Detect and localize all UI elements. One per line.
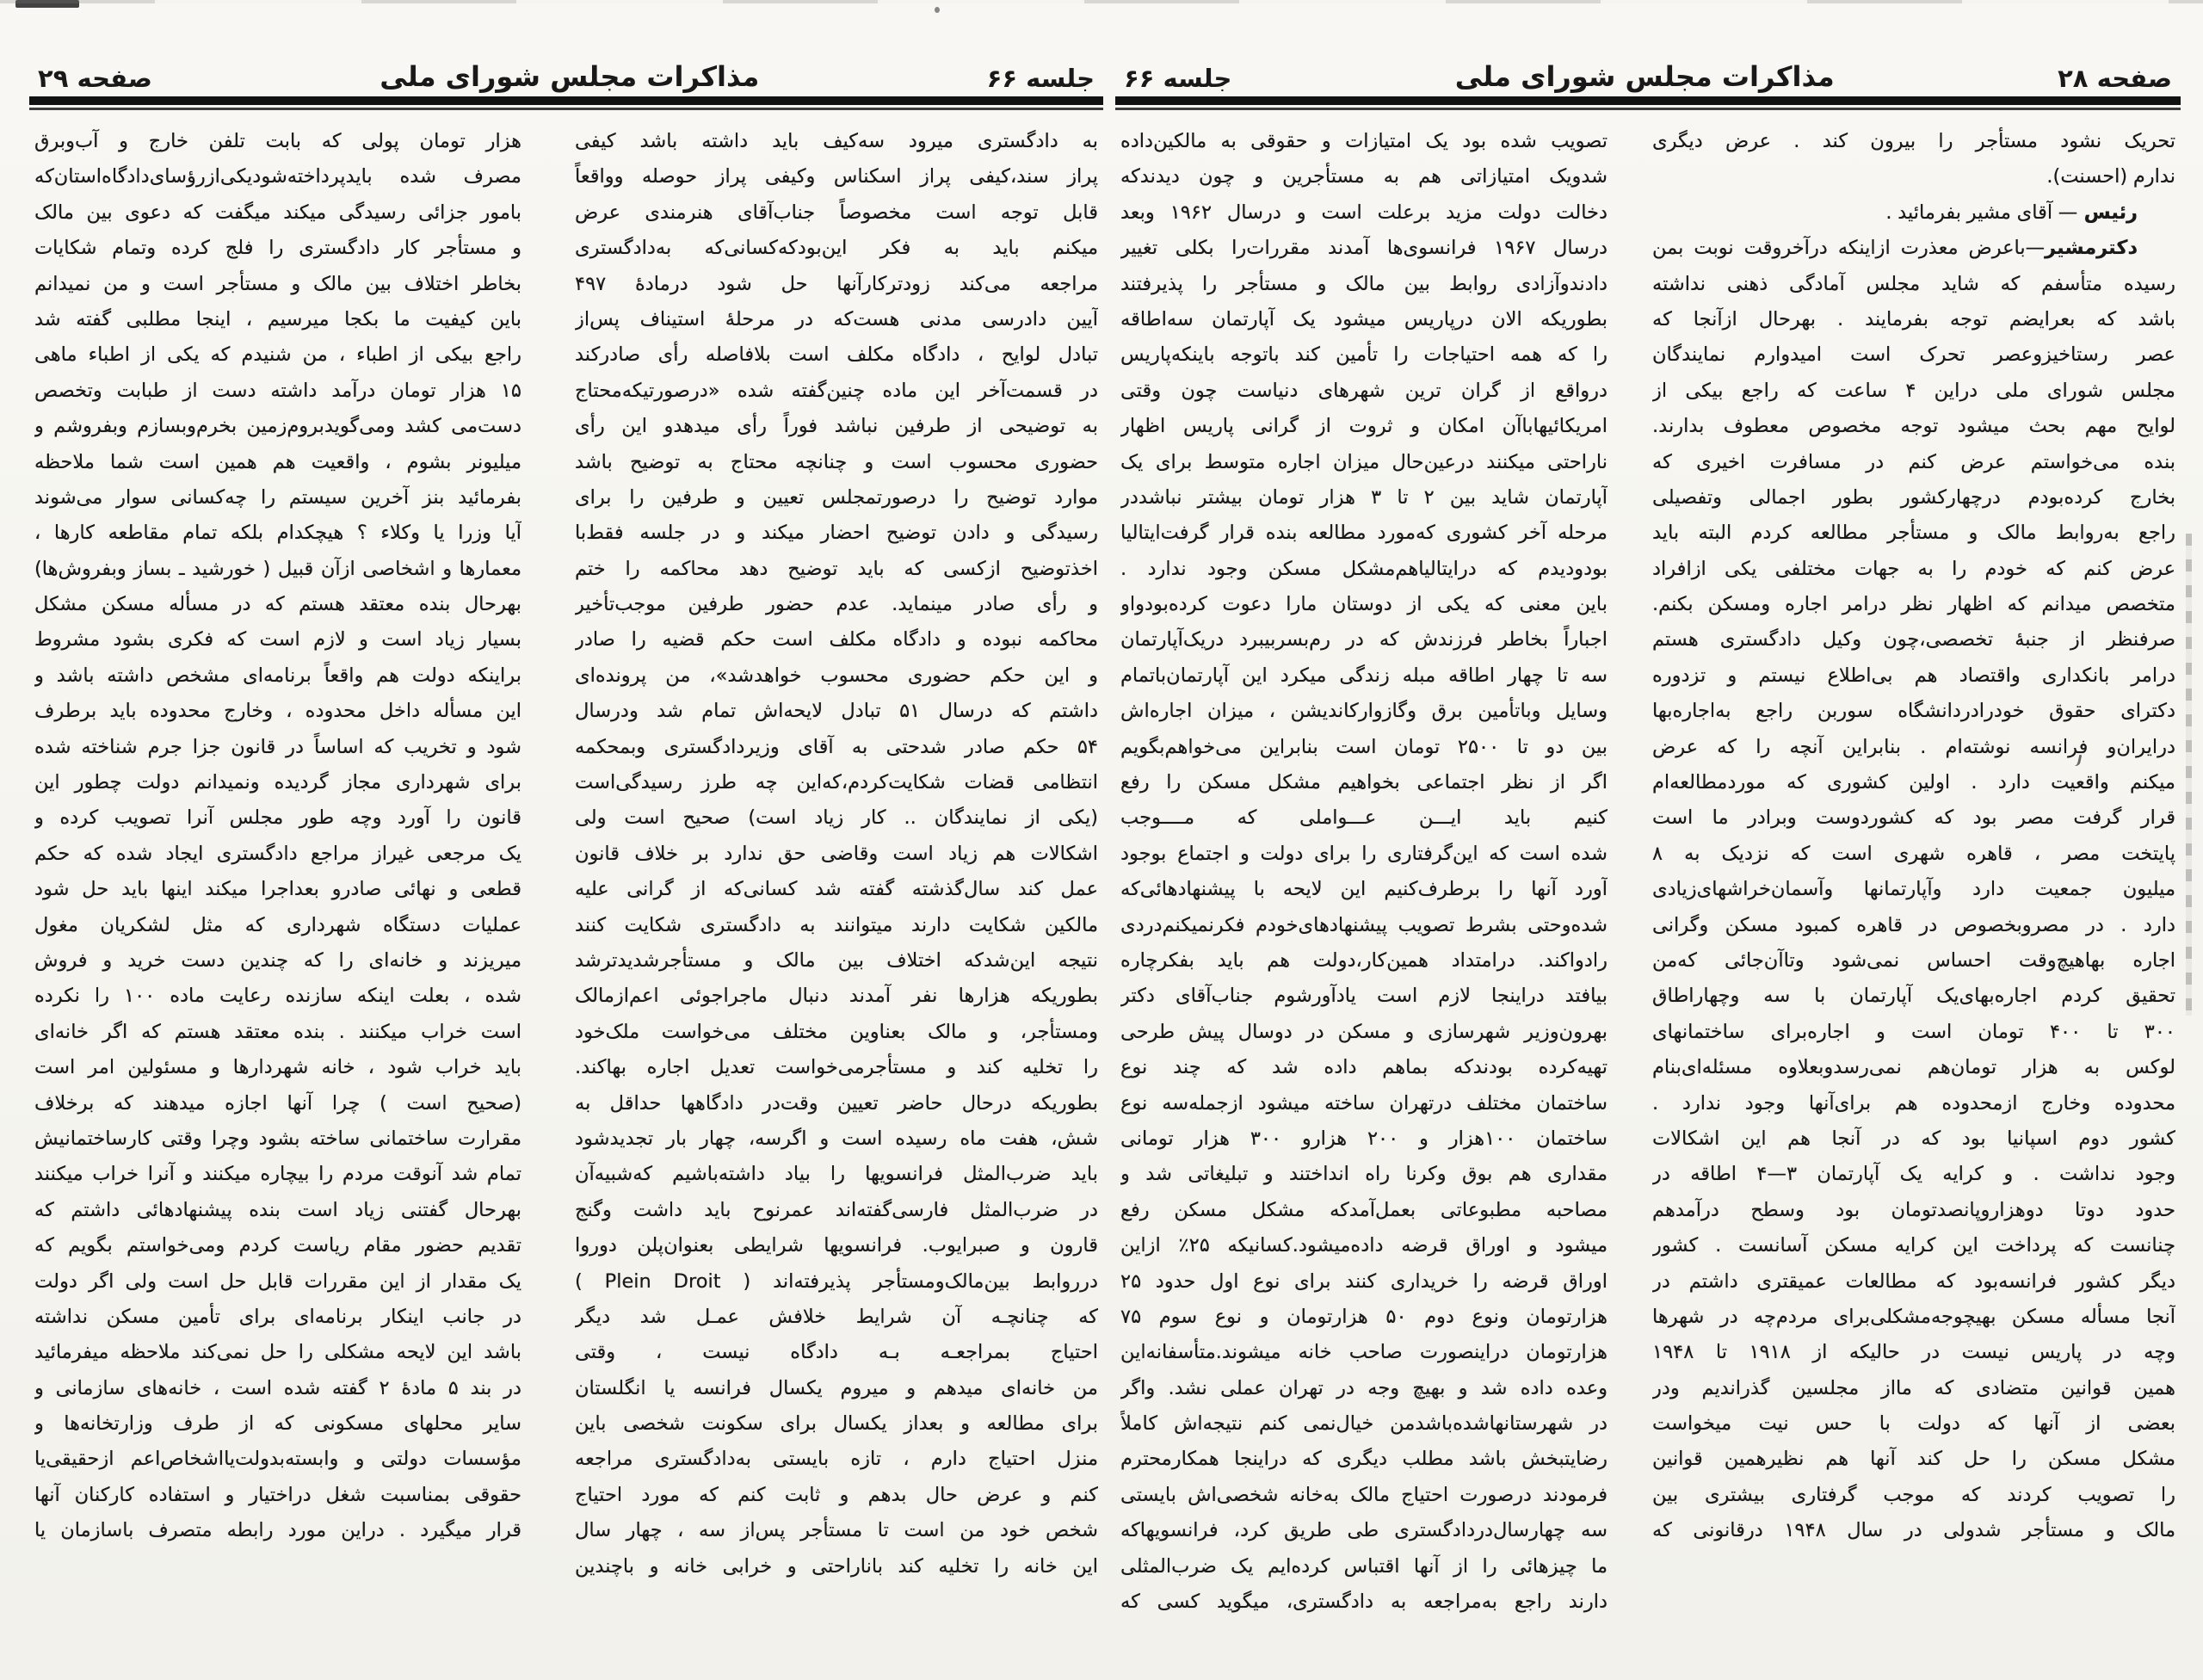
text-line: تمام شد آنوقت مردم را بیچاره میکنند و آنرا خراب میکنند bbox=[34, 1163, 521, 1186]
text-line: حقوقی بمناسبت شغل دراختیار و استفاده کارکنان آنها bbox=[34, 1483, 521, 1506]
text-line: (صحیح است ) چرا آنها اجازه میدهند که برخلاف bbox=[34, 1091, 521, 1115]
text-line: درواقع از گران ترین شهرهای دنیاست چون وقتی bbox=[1120, 379, 1608, 402]
text-line: مؤسسات دولتی و وابسته‌بدولت‌یااشخاص‌اعم ازحقیقی‌یا bbox=[34, 1448, 521, 1471]
text-line: تحقیق کردم اجاره‌بهای‌یک آپارتمان با سه وچهاراطاق bbox=[1652, 985, 2175, 1008]
session-label: جلسه ۶۶ bbox=[1124, 64, 1232, 93]
text-line: بطوریکه درحال حاضر تعیین وقت‌در دادگاهها حداقل به bbox=[575, 1091, 1098, 1115]
text-line: چنانست که پرداخت این کرایه مسکن آسانست . کشور bbox=[1652, 1234, 2175, 1257]
text-line: بفرمائید بنز آخرین سیستم را چه‌کسانی سوار می‌شوند bbox=[34, 485, 521, 509]
text-line: بهرون‌وزیر شهرسازی و مسکن در دوسال پیش طرحی bbox=[1120, 1020, 1608, 1043]
text-line: عملیات دستگاه شهرداری که مثل لشکریان مغول bbox=[34, 913, 521, 936]
text-line: در ضرب‌المثل فارسی‌گفته‌اند عمرنوح باید داشت وگنج bbox=[575, 1198, 1098, 1221]
text-line: را تصویب کردند که موجب گرفتاری بیشتری بین bbox=[1652, 1483, 2175, 1506]
text-line: سه تا چهار اطاقه مبله زندگی میکرد این آپارتمان‌باتمام bbox=[1120, 664, 1608, 687]
text-line: میلیونر بشوم ، واقعیت هم همین است شما ملاحظه bbox=[34, 450, 521, 473]
text-line: قابل توجه است مخصوصاً جناب‌آقای هنرمندی عرض bbox=[575, 201, 1098, 224]
text-line: قارون و صبرایوب. فرانسویها شرایطی بعنوان‌پلن دوروا bbox=[575, 1234, 1098, 1257]
text-line: تقدیم حضور مقام ریاست کردم ومی‌خواستم بگویم که bbox=[34, 1234, 521, 1257]
text-line: وجود نداشت . و کرایه یک آپارتمان ۳—۴ اطاقه در bbox=[1652, 1163, 2175, 1186]
text-line: رضایتبخش باشد مطلب دیگری که دراینجا همکارمحترم bbox=[1120, 1448, 1608, 1471]
text-line: در قسمت‌آخر این ماده چنین‌گفته شده «درصورتیکه‌محتاج bbox=[575, 379, 1098, 402]
text-line: مصاحبه مطبوعاتی بعمل‌آمدکه مشکل مسکن رفع bbox=[1120, 1198, 1608, 1221]
text-line: بخارج کرده‌بودم درچهارکشور بطور اجمالی وتفصیلی bbox=[1652, 485, 2175, 509]
text-line: مقداری هم بوق وکرنا راه انداختند و تبلیغاتی شد و bbox=[1120, 1163, 1608, 1186]
text-line: هزارتومان ونوع دوم ۵۰ هزارتومان و نوع سوم ۷۵ bbox=[1120, 1305, 1608, 1328]
text-line: هزارتومان دراینصورت صاحب خانه میشوند.متأسفانه‌این bbox=[1120, 1341, 1608, 1364]
text-line: درامر بانکداری واقتصاد هم بی‌اطلاع نیستم و تزدوره bbox=[1652, 664, 2175, 687]
text-line: آپارتمان شاید بین ۲ تا ۳ هزار تومان بیشتر نباشددر bbox=[1120, 485, 1608, 509]
text-line: و این حکم حضوری محسوب خواهدشد»، من پرونده‌ای bbox=[575, 664, 1098, 687]
text-column-left bbox=[34, 124, 521, 1584]
text-line: دارند راجع به‌مراجعه به دادگستری، میگوید کسی که bbox=[1120, 1590, 1608, 1614]
text-line: قطعی و نهائی صادرو بعداجرا میکند اینها باید حل شود bbox=[34, 878, 521, 901]
text-line: آیین دادرسی مدنی هست‌که در مرحلهٔ استیناف پس‌از bbox=[575, 307, 1098, 330]
text-line: میکنم واقعیت دارد . اولین کشوری که موردمطالعه‌ام bbox=[1652, 771, 2175, 794]
text-line: ساختمان ۱۰۰هزار و ۲۰۰ هزارو ۳۰۰ هزار تومانی bbox=[1120, 1127, 1608, 1150]
text-line: بعضی از آنها که دولت با حس نیت میخواست bbox=[1652, 1412, 2175, 1436]
text-line: بودودیدم که درایتالیاهم‌مشکل مسکن وجود ندارد . bbox=[1120, 557, 1608, 580]
text-line: حدود دوتا دوهزاروپانصدتومان بود وسطح درآمدهم bbox=[1652, 1198, 2175, 1221]
text-columns bbox=[1115, 124, 2181, 1620]
text-line: داشتم که درسال ۵۱ تبادل لایحه‌اش تمام شد ودرسال bbox=[575, 700, 1098, 723]
text-line: را که همه احتیاجات را تأمین کند باتوجه باینکه‌پاریس bbox=[1120, 343, 1608, 367]
text-line: باین معنی که یکی از دوستان مارا دعوت کرده‌بودواو bbox=[1120, 593, 1608, 616]
text-line: اجباراً بخاطر فرزندش که در رم‌بسربیبرد دریک‌آپارتمان bbox=[1120, 628, 1608, 652]
text-line: برای شهرداری مجاز گردیده ونمیدانم دولت چطور این bbox=[34, 771, 521, 794]
text-line: محاکمه نبوده و دادگاه مکلف است حکم قضیه را صادر bbox=[575, 628, 1098, 652]
page-number-label: صفحه ۲۹ bbox=[38, 64, 152, 93]
page-number-label: صفحه ۲۸ bbox=[2058, 64, 2172, 93]
text-line: باید خراب شود ، خانه شهردارها و مسئولین امر است bbox=[34, 1056, 521, 1079]
header-rule bbox=[29, 96, 1103, 112]
text-line: وعده داده شد و بهیچ وجه در تهران عملی نشد. واگر bbox=[1120, 1376, 1608, 1399]
text-line: منزل احتیاج دارم ، تازه بایستی به‌دادگستری مراجعه bbox=[575, 1448, 1098, 1471]
text-line: مراجعه می‌کند زودترکارآنها حل شود درمادهٔ ۴۹۷ bbox=[575, 272, 1098, 295]
text-line: مرحله آخر کشوری که‌مورد مطالعه بنده قرار گرفت‌ایتالیا bbox=[1120, 522, 1608, 545]
text-column-left bbox=[1120, 124, 1608, 1620]
text-line: اخذتوضیح ازکسی که باید توضیح دهد محاکمه را ختم bbox=[575, 557, 1098, 580]
text-line: رادواکند. درامتداد همین‌کار،دولت هم باید بفکرچاره bbox=[1120, 948, 1608, 972]
text-line: بامور جزائی رسیدگی میکند میگفت که دعوی بین مالک bbox=[34, 201, 521, 224]
text-line: لوایح مهم بحث میشود توجه مخصوص معطوف بدارند. bbox=[1652, 415, 2175, 438]
text-line: قرار گرفت مصر بود که کشوردوست وبرادر ما است bbox=[1652, 806, 2175, 830]
text-line: و مستأجر کار دادگستری را فلج کرده وتمام شکایات bbox=[34, 237, 521, 260]
text-line: براینکه دولت هم واقعاً برنامه‌ای مشخص داشته باشد و bbox=[34, 664, 521, 687]
text-line: شده است که این‌گرفتاری را برای دولت و اجتماع بوجود bbox=[1120, 842, 1608, 865]
text-line: ناراحتی میکنند درعین‌حال میزان اجاره متوسط برای یک bbox=[1120, 450, 1608, 473]
text-line: قرار میگیرد . دراین مورد رابطه متصرف باسازمان یا bbox=[34, 1519, 521, 1542]
text-line: دخالت دولت مزید برعلت است و درسال ۱۹۶۲ وبعد bbox=[1120, 201, 1608, 224]
text-line: پراز سند،کیفی پراز اسکناس وکیفی پراز حوصله وواقعاً bbox=[575, 165, 1098, 188]
text-line: اشکالات هم زیاد است وقاضی حق ندارد بر خلاف قانون bbox=[575, 842, 1098, 865]
text-line: مقرارت ساختمانی ساخته بشود وچرا وقتی کارساختمانیش bbox=[34, 1127, 521, 1150]
text-line: و رأی صادر مینماید. عدم حضور طرفین موجب‌تأخیر bbox=[575, 593, 1098, 616]
text-line: اگر از نظر اجتماعی بخواهیم مشکل مسکن را رفع bbox=[1120, 771, 1608, 794]
text-line: ۳۰۰ تا ۴۰۰ تومان است و اجاره‌برای ساختمانهای bbox=[1652, 1020, 2175, 1043]
text-line: میشود و اوراق قرضه داده‌میشود.کسانیکه ۲۵٪ ازاین bbox=[1120, 1234, 1608, 1257]
text-line: بطوریکه هزارها نفر آمدند دنبال ماجراجوئی اعم‌ازمالک bbox=[575, 985, 1098, 1008]
text-line: ومستأجر، و مالک بعناوین مختلف می‌خواست ملک‌خود bbox=[575, 1020, 1098, 1043]
text-line: متخصص میدانم که اظهار نظر درامر اجاره ومسکن بکنم. bbox=[1652, 593, 2175, 616]
text-line: رئیس — آقای مشیر بفرمائید . bbox=[1885, 201, 2138, 224]
text-line: شده‌وحتی بشرط تصویب پیشنهادهای‌خودم فکرنمیکنم‌دردی bbox=[1120, 913, 1608, 936]
text-line: درایران‌و فرانسه نوشته‌ام . بنابراین آنچه را که عرض bbox=[1652, 735, 2175, 758]
text-line: را تخلیه کند و مستأجرمی‌خواست تعدیل اجاره بهاکند. bbox=[575, 1056, 1098, 1079]
text-line: آورد آنها را برطرف‌کنیم این لایحه با پیشنهادهائی‌که bbox=[1120, 878, 1608, 901]
text-line: میریزند و خانه‌ای را که چندین دست خرید و فروش bbox=[34, 948, 521, 972]
text-line: اجاره بهاهیچ‌وقت احساس نمی‌شود وتاآن‌جائی که‌من bbox=[1652, 948, 2175, 972]
text-line: شش، هفت ماه رسیده است و اگرسه، چهار بار تجدیدشود bbox=[575, 1127, 1098, 1150]
page-header bbox=[1115, 24, 2181, 93]
text-line: در بند ۵ مادهٔ ۲ گفته شده است ، خانه‌های سازمانی و bbox=[34, 1376, 521, 1399]
text-line: باین کیفیت ما بکجا میرسیم ، اینجا مطلبی گفته شد bbox=[34, 307, 521, 330]
text-line: یک مرجعی غیراز مراجع دادگستری ایجاد شده که حکم bbox=[34, 842, 521, 865]
text-line: ساختمان مختلف درتهران ساخته میشود ازجمله‌سه نوع bbox=[1120, 1091, 1608, 1115]
text-line: صرفنظر از جنبهٔ تخصصی،چون وکیل دادگستری هستم bbox=[1652, 628, 2175, 652]
text-line: درروابط بین‌مالک‌ومستأجر پذیرفته‌اند ( Plein Droit ) bbox=[575, 1269, 1098, 1293]
text-line: امریکائیهاباآن امکان و ثروت از گرانی پاریس اظهار bbox=[1120, 415, 1608, 438]
text-line: برای مطالعه و بعداز یکسال برای سکونت شخصی باین bbox=[575, 1412, 1098, 1436]
text-line: تحریک نشود مستأجر را بیرون کند . عرض دیگری bbox=[1652, 130, 2175, 152]
text-line: دکترمشیر—باعرض معذرت ازاینکه درآخروقت نوبت بمن bbox=[1652, 237, 2138, 260]
text-line: عصر رستاخیزوعصر تحرک است امیدوارم نمایندگان bbox=[1652, 343, 2175, 367]
text-line: وسایل وباتأمین برق وگازوارکاندیشن ، میزان اجاره‌اش bbox=[1120, 700, 1608, 723]
text-line: شده ، بعلت اینکه سازنده رعایت ماده ۱۰۰ را نکرده bbox=[34, 985, 521, 1008]
text-line: ما چیزهائی را از آنها اقتباس کرده‌ایم یک ضرب‌المثلی bbox=[1120, 1554, 1608, 1578]
text-line: فرمودند درصورت احتیاج مالک به‌خانه شخصی‌اش بایستی bbox=[1120, 1483, 1608, 1506]
text-line: موارد توضیح را درصورتمجلس تعیین و طرفین را برای bbox=[575, 485, 1098, 509]
text-line: یک مقدار از این مقررات قابل حل است ولی اگر دولت bbox=[34, 1269, 521, 1293]
text-line: آیا وزرا یا وکلاء ؟ هیچکدام بلکه تمام مقاطعه کارها ، bbox=[34, 522, 521, 545]
text-line: دست‌می کشد ومی‌گویدبروم‌زمین بخرم‌وبسازم وبفروشم و bbox=[34, 415, 521, 438]
text-line: لوکس به هزار تومان‌هم نمی‌رسدوبعلاوه مسئله‌ای‌بنام bbox=[1652, 1056, 2175, 1079]
scan-dot bbox=[935, 7, 940, 13]
text-line: راجع بیکی از اطباء ، من شنیدم که یکی از اطباء ماهی bbox=[34, 343, 521, 367]
text-line: مالک و مستأجر شدولی در سال ۱۹۴۸ درقانونی که bbox=[1652, 1519, 2175, 1542]
text-line: باشد که بعرایضم توجه بفرمایند . بهرحال ازآنجا که bbox=[1652, 307, 2175, 330]
text-line: هزار تومان پولی که بابت تلفن خارج و آب‌وبرق bbox=[34, 130, 521, 152]
text-line: احتیاج بمراجعـه بـه دادگاه نیست ، وقتی bbox=[575, 1341, 1098, 1364]
text-line: میکنم باید به فکر این‌بودکه‌کسانی‌که به‌دادگستری bbox=[575, 237, 1098, 260]
text-line: به دادگستری میرود سه‌کیف باید داشته باشد کیفی bbox=[575, 130, 1098, 152]
text-line: تهیه‌کرده بودندکه بماهم داده شد که چند نوع bbox=[1120, 1056, 1608, 1079]
text-line: همین قوانین متضادی که مااز مجلسین گذراندیم ودر bbox=[1652, 1376, 2175, 1399]
text-line: مالکین شکایت دارند میتوانند به دادگستری شکایت کنند bbox=[575, 913, 1098, 936]
text-line: دادندوآزادی روابط بین مالک و مستأجر را پذیرفتند bbox=[1120, 272, 1608, 295]
text-line: که چنانچـه آن شرایط خلافش عمـل شد دیگر bbox=[575, 1305, 1098, 1328]
page-29 bbox=[29, 24, 1103, 1659]
text-line: شخص خود من است تا مستأجر پس‌از سه ، چهار سال bbox=[575, 1519, 1098, 1542]
text-line: پایتخت مصر ، قاهره شهری است که نزدیک به ۸ bbox=[1652, 842, 2175, 865]
text-line: بطوریکه الان درپاریس میشود یک آپارتمان سه‌اطاقه bbox=[1120, 307, 1608, 330]
text-line: سایر محلهای مسکونی که از طرف وزارتخانه‌ها و bbox=[34, 1412, 521, 1436]
text-line: رسیدگی و دادن توضیح احضار میکند و در جلسه فقط‌با bbox=[575, 522, 1098, 545]
text-line: بخاطر اختلاف بین مالک و مستأجر است و من نمیدانم bbox=[34, 272, 521, 295]
text-line: رسیده متأسفم که شاید مجلس آمادگی ذهنی نداشته bbox=[1652, 272, 2175, 295]
text-line: تبادل لوایح ، دادگاه مکلف است بلافاصله رأی صادرکند bbox=[575, 343, 1098, 367]
text-line: محدوده وخارج ازمحدوده هم برای‌آنها وجود ندارد . bbox=[1652, 1091, 2175, 1115]
page-28 bbox=[1115, 24, 2181, 1659]
session-label: جلسه ۶۶ bbox=[986, 64, 1095, 93]
text-line: آنجا مسأله مسکن بهیچوجه‌مشکلی‌برای مردم‌چه در شهرها bbox=[1652, 1305, 2175, 1328]
text-line: وچه در پاریس نیست در حالیکه از ۱۹۱۸ تا ۱۹۴۸ bbox=[1652, 1341, 2175, 1364]
text-line: عرض کنم که خودم را به جهات مختلفی یکی ازافراد bbox=[1652, 557, 2175, 580]
text-line: دیگر کشور فرانسه‌بود که مطالعات عمیقتری داشتم در bbox=[1652, 1269, 2175, 1293]
text-line: ۵۴ حکم صادر شدحتی به آقای وزیردادگستری وبمحکمه bbox=[575, 735, 1098, 758]
text-line: به توضیحی از طرفین نباشد فوراً رأی میدهدو این رأی bbox=[575, 415, 1098, 438]
text-line: دارد . در مصروبخصوص در قاهره کمبود مسکن وگرانی bbox=[1652, 913, 2175, 936]
text-line: درسال ۱۹۶۷ فرانسوی‌ها آمدند مقررات‌را بکلی تغییر bbox=[1120, 237, 1608, 260]
text-line: ندارم (احسنت). bbox=[2046, 165, 2175, 188]
text-line: ۱۵ هزار تومان درآمد داشته دست از طبابت وتخصص bbox=[34, 379, 521, 402]
text-line: قانون را آورد وچه طور مجلس آنرا تصویب کرده و bbox=[34, 806, 521, 830]
text-line: بسیار زیاد است و لازم است که فکری بشود مشروط bbox=[34, 628, 521, 652]
header-rule bbox=[1115, 96, 2181, 112]
text-columns bbox=[29, 124, 1103, 1584]
text-line: در جانب اینکار برنامه‌ای برای تأمین مسکن نداشته bbox=[34, 1305, 521, 1328]
text-line: حضوری محسوب است و چنانچه محتاج به توضیح باشد bbox=[575, 450, 1098, 473]
text-column-right bbox=[1652, 124, 2175, 1620]
text-line: بیافتد دراینجا لازم است یادآورشوم جناب‌آقای دکتر bbox=[1120, 985, 1608, 1008]
scan-streak bbox=[2186, 534, 2192, 1016]
text-line: تصویب شده بود یک امتیازات و حقوقی به مالکین‌داده bbox=[1120, 130, 1608, 152]
text-line: مجلس شورای ملی دراین ۴ ساعت که راجع بیکی از bbox=[1652, 379, 2175, 402]
text-line: دکترای حقوق خودرادردانشگاه سوربن راجع به‌اجاره‌بها bbox=[1652, 700, 2175, 723]
text-line: مشکل مسکن را حل کند آنها هم نظیرهمین قوانین bbox=[1652, 1448, 2175, 1471]
text-line: انتظامی قضات شکایت‌کردم،که‌این چه طرز رسیدگی‌است bbox=[575, 771, 1098, 794]
text-line: معمارها و اشخاصی ازآن قبیل ( خورشید ـ بساز وبفروش‌ها) bbox=[34, 557, 521, 580]
text-line: شود و تخریب که اساساً در قانون جزا جرم شناخته شده bbox=[34, 735, 521, 758]
text-line: این مسأله داخل محدوده ، وخارج محدوده باید برطرف bbox=[34, 700, 521, 723]
text-column-right bbox=[575, 124, 1098, 1584]
text-line: بهرحال بنده معتقد هستم که در مسأله مسکن مشکل bbox=[34, 593, 521, 616]
text-line: نتیجه این‌شدکه اختلاف بین مالک و مستأجرشدیدترشد bbox=[575, 948, 1098, 972]
text-line: کنیم باید ایـــن عـــواملی که مــــوجب bbox=[1120, 806, 1608, 830]
text-line: بین دو تا ۲۵۰۰ تومان است بنابراین می‌خواهم‌بگویم bbox=[1120, 735, 1608, 758]
text-line: بنده می‌خواستم عرض کنم در مسافرت اخیری که bbox=[1652, 450, 2175, 473]
journal-title: مذاکرات مجلس شورای ملی bbox=[1454, 60, 1835, 93]
text-line: (یکی از نمایندگان .. کار زیاد است) صحیح است ولی bbox=[575, 806, 1098, 830]
text-line: این خانه را تخلیه کند باناراحتی و خرابی خانه و باچندین bbox=[575, 1554, 1098, 1578]
text-line: راجع به‌روابط مالک و مستأجر مطالعه کردم البته باید bbox=[1652, 522, 2175, 545]
text-line: میلیون جمعیت دارد وآپارتمانها وآسمان‌خراشهای‌زیادی bbox=[1652, 878, 2175, 901]
text-line: شدویک امتیازاتی هم به مستأجرین و چون دیدندکه bbox=[1120, 165, 1608, 188]
text-line: باشد این لایحه مشکلی را حل نمی‌کند ملاحظه میفرمائید bbox=[34, 1341, 521, 1364]
page-header bbox=[29, 24, 1103, 93]
journal-title: مذاکرات مجلس شورای ملی bbox=[380, 60, 760, 93]
text-line: در شهرستانهاشده‌باشدمن خیال‌نمی کنم نتیجه‌اش کاملاً bbox=[1120, 1412, 1608, 1436]
text-line: مصرف شده بایدپرداخته‌شودیکی‌ازرؤسای‌دادگاه‌استان‌که bbox=[34, 165, 521, 188]
text-line: من خانه‌ای میدهم و میروم یکسال فرانسه یا انگلستان bbox=[575, 1376, 1098, 1399]
text-line: باید ضرب‌المثل فرانسویها را بیاد داشته‌باشیم که‌شبیه‌آن bbox=[575, 1163, 1098, 1186]
text-line: کشور دوم اسپانیا بود که در آنجا هم این اشکالات bbox=[1652, 1127, 2175, 1150]
text-line: عمل کند سال‌گذشته گفته شد کسانی‌که از گرانی علیه bbox=[575, 878, 1098, 901]
text-line: سه چهارسال‌دردادگستری طی طریق کرد، فرانسویهاکه bbox=[1120, 1519, 1608, 1542]
text-line: اوراق قرضه را خریداری کنند برای نوع اول حدود ۲۵ bbox=[1120, 1269, 1608, 1293]
text-line: کنم و عرض حال بدهم و ثابت کنم که مورد احتیاج bbox=[575, 1483, 1098, 1506]
scan-edge bbox=[0, 0, 2203, 3]
text-line: است خراب میکنند . بنده معتقد هستم که اگر خانه‌ای bbox=[34, 1020, 521, 1043]
text-line: بهرحال گفتنی زیاد است بنده پیشنهادهائی داشتم که bbox=[34, 1198, 521, 1221]
